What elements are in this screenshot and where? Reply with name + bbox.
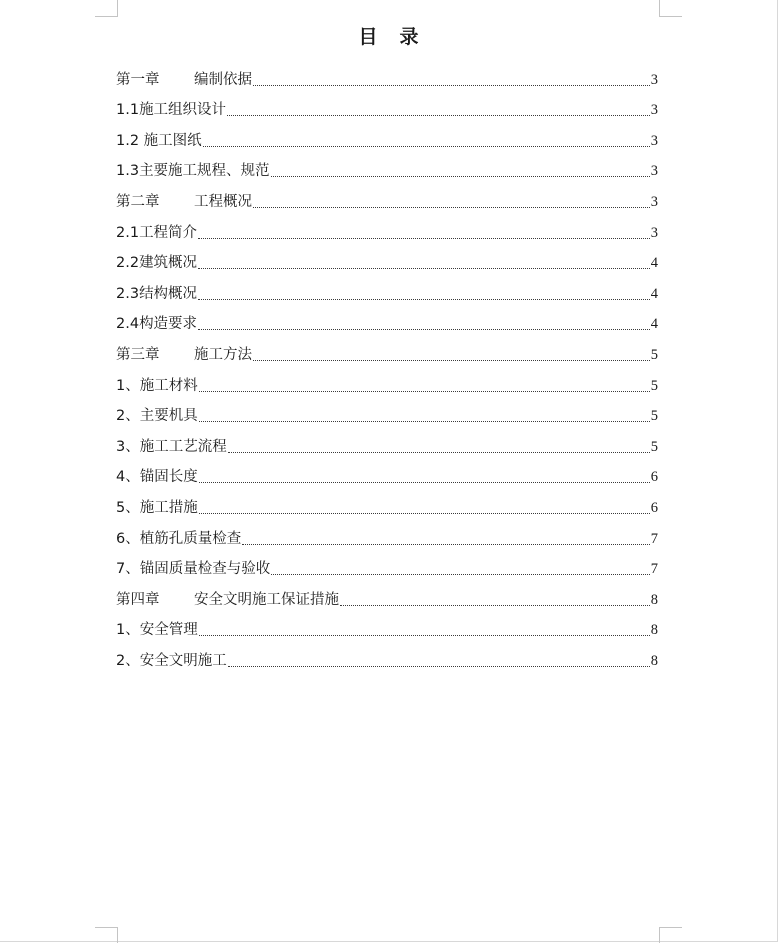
toc-entry-number: 2.1: [116, 224, 140, 241]
toc-entry-page-number: 8: [650, 591, 658, 608]
toc-entry-title: 锚固质量检查与验收: [139, 561, 271, 578]
toc-entry-section[interactable]: [116, 426, 658, 457]
toc-entry-page-number: 3: [650, 71, 658, 88]
toc-entry-title: 植筋孔质量检查: [139, 530, 242, 547]
toc-entry-title: 施工措施: [139, 499, 198, 516]
toc-entry-number: 1.1: [116, 102, 140, 119]
toc-entry-title: 结构概况: [139, 285, 198, 302]
crop-mark-top-right: [659, 0, 682, 17]
toc-entry-section[interactable]: [116, 487, 658, 518]
toc-entry-section[interactable]: [116, 640, 658, 671]
toc-entry-number: 2.4: [116, 316, 140, 333]
toc-entry-number: 第二章: [116, 193, 160, 210]
toc-entry-number: 1、: [116, 622, 140, 639]
toc-entry-section[interactable]: [116, 243, 658, 274]
toc-dot-leader: [253, 359, 650, 361]
toc-entry-page-number: 3: [650, 163, 658, 180]
toc-entry-title: 安全文明施工保证措施: [194, 591, 339, 608]
toc-entry-page-number: 3: [650, 193, 658, 210]
toc-entry-page-number: 3: [650, 102, 658, 119]
toc-entry-section[interactable]: [116, 304, 658, 335]
toc-entry-section[interactable]: [116, 90, 658, 121]
toc-title: 目录: [358, 26, 441, 48]
toc-entry-number: 第四章: [116, 591, 160, 608]
toc-entry-page-number: 4: [650, 255, 658, 272]
toc-entry-section[interactable]: [116, 610, 658, 641]
toc-entry-title: 建筑概况: [139, 255, 198, 272]
toc-entry-page-number: 5: [650, 408, 658, 425]
toc-entry-section[interactable]: [116, 549, 658, 580]
toc-entry-number: 2、: [116, 408, 140, 425]
toc-dot-leader: [227, 114, 650, 116]
toc-entry-section[interactable]: [116, 518, 658, 549]
toc-entry-section[interactable]: [116, 457, 658, 488]
toc-dot-leader: [199, 420, 650, 422]
toc-entry-number: 2、: [116, 652, 140, 669]
toc-dot-leader: [198, 298, 650, 300]
toc-dot-leader: [199, 390, 650, 392]
toc-entry-number: 2.2: [116, 255, 140, 272]
toc-entry-section[interactable]: [116, 212, 658, 243]
toc-entry-title: 施工工艺流程: [139, 438, 227, 455]
toc-entry-section[interactable]: [116, 273, 658, 304]
toc-entry-title: 主要施工规程、规范: [139, 163, 270, 180]
toc-entry-number: 2.3: [116, 285, 140, 302]
toc-dot-leader: [228, 665, 650, 667]
toc-entry-number: 7、: [116, 561, 140, 578]
toc-entry-chapter[interactable]: [116, 334, 658, 365]
toc-entry-number: 5、: [116, 499, 140, 516]
toc-entry-title: 工程概况: [194, 193, 252, 210]
toc-entry-chapter[interactable]: [116, 59, 658, 90]
toc-dot-leader: [271, 175, 650, 177]
toc-entry-title: 锚固长度: [139, 469, 198, 486]
toc-entry-title: 编制依据: [194, 71, 252, 88]
toc-dot-leader: [199, 512, 650, 514]
toc-entry-title: 安全管理: [139, 622, 198, 639]
toc-entry-number: 4、: [116, 469, 140, 486]
toc-entry-title: 安全文明施工: [139, 652, 227, 669]
toc-entry-section[interactable]: [116, 365, 658, 396]
toc-entry-page-number: 6: [650, 499, 658, 516]
toc-entry-number: 1.2: [116, 132, 144, 149]
toc-entry-title: 主要机具: [139, 408, 198, 425]
toc-entry-page-number: 5: [650, 377, 658, 394]
toc-dot-leader: [198, 237, 650, 239]
toc-dot-leader: [199, 634, 650, 636]
toc-entry-title: 施工材料: [139, 377, 198, 394]
toc-entry-page-number: 4: [650, 285, 658, 302]
toc-entry-page-number: 8: [650, 652, 658, 669]
toc-entry-title: 施工图纸: [143, 132, 202, 149]
toc-entry-section[interactable]: [116, 151, 658, 182]
toc-dot-leader: [228, 451, 650, 453]
toc-entry-page-number: 4: [650, 316, 658, 333]
toc-entry-chapter[interactable]: [116, 181, 658, 212]
crop-mark-top-left: [95, 0, 118, 17]
toc-entry-title: 构造要求: [139, 316, 198, 333]
toc-entry-title: 工程简介: [139, 224, 198, 241]
toc-entry-chapter[interactable]: [116, 579, 658, 610]
toc-entry-page-number: 8: [650, 622, 658, 639]
toc-entry-number: 3、: [116, 438, 140, 455]
toc-entry-number: 第一章: [116, 71, 160, 88]
toc-dot-leader: [253, 206, 650, 208]
toc-dot-leader: [271, 573, 650, 575]
toc-entry-page-number: 7: [650, 561, 658, 578]
toc-entry-number: 1、: [116, 377, 140, 394]
toc-entry-number: 第三章: [116, 346, 160, 363]
toc-dot-leader: [242, 543, 650, 545]
toc-entry-page-number: 3: [650, 224, 658, 241]
toc-entry-title: 施工方法: [194, 346, 252, 363]
toc-entry-page-number: 3: [650, 132, 658, 149]
toc-entry-page-number: 5: [650, 346, 658, 363]
toc-dot-leader: [203, 145, 650, 147]
toc-dot-leader: [198, 328, 650, 330]
toc-entry-section[interactable]: [116, 396, 658, 427]
toc-entry-section[interactable]: [116, 120, 658, 151]
toc-dot-leader: [340, 604, 650, 606]
toc-dot-leader: [199, 481, 650, 483]
toc-entry-title: 施工组织设计: [139, 102, 227, 119]
toc-dot-leader: [198, 267, 650, 269]
crop-mark-bottom-right: [659, 927, 682, 943]
crop-mark-bottom-left: [95, 927, 118, 943]
toc-list: [116, 59, 658, 671]
toc-entry-page-number: 7: [650, 530, 658, 547]
toc-dot-leader: [253, 84, 650, 86]
toc-entry-page-number: 6: [650, 469, 658, 486]
toc-entry-number: 1.3: [116, 163, 140, 180]
toc-entry-page-number: 5: [650, 438, 658, 455]
toc-entry-number: 6、: [116, 530, 140, 547]
